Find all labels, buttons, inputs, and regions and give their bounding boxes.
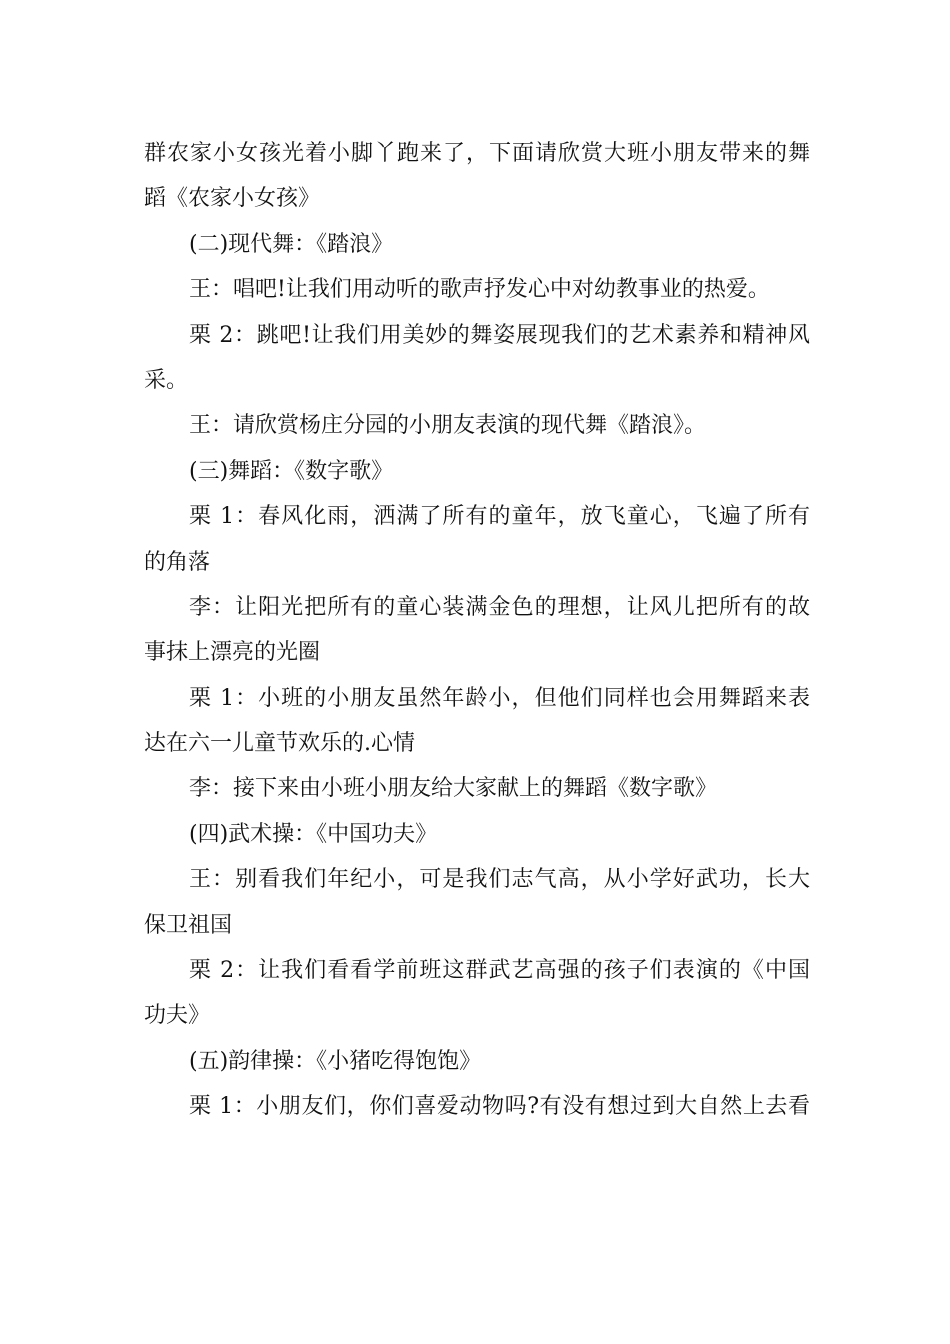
- text-line: 王：请欣赏杨庄分园的小朋友表演的现代舞《踏浪》。: [189, 413, 707, 439]
- text-line: 李：让阳光把所有的童心装满金色的理想，让风儿把所有的故: [189, 594, 810, 620]
- text-line: 保卫祖国: [144, 912, 233, 938]
- text-line: 王：唱吧!让我们用动听的歌声抒发心中对幼教事业的热爱。: [189, 277, 770, 303]
- text-line: 李：接下来由小班小朋友给大家献上的舞蹈《数字歌》: [189, 776, 718, 802]
- text-line: 栗 2：跳吧!让我们用美妙的舞姿展现我们的艺术素养和精神风: [189, 322, 810, 348]
- text-line: 群农家小女孩光着小脚丫跑来了，下面请欣赏大班小朋友带来的舞: [144, 141, 810, 166]
- text-line: 栗 2：让我们看看学前班这群武艺高强的孩子们表演的《中国: [189, 958, 810, 984]
- text-line: 蹈《农家小女孩》: [144, 186, 321, 212]
- text-line: (五)韵律操：《小猪吃得饱饱》: [189, 1048, 482, 1074]
- text-line: 采。: [144, 367, 189, 393]
- text-line: 功夫》: [144, 1003, 211, 1029]
- text-line: (二)现代舞：《踏浪》: [189, 231, 394, 257]
- text-line: 的角落: [144, 549, 211, 575]
- text-line: 栗 1：春风化雨，洒满了所有的童年，放飞童心，飞遍了所有: [189, 504, 810, 530]
- text-line: (四)武术操：《中国功夫》: [189, 821, 438, 847]
- text-line: 栗 1：小朋友们，你们喜爱动物吗?有没有想过到大自然上去看: [189, 1094, 810, 1120]
- text-line: 达在六一儿童节欢乐的.心情: [144, 731, 415, 757]
- text-line: (三)舞蹈：《数字歌》: [189, 458, 394, 484]
- text-line: 事抹上漂亮的光圈: [144, 640, 321, 666]
- document-page: [144, 131, 810, 1130]
- text-line: 王：别看我们年纪小，可是我们志气高，从小学好武功，长大: [189, 867, 810, 893]
- text-line: 栗 1：小班的小朋友虽然年龄小，但他们同样也会用舞蹈来表: [189, 685, 810, 711]
